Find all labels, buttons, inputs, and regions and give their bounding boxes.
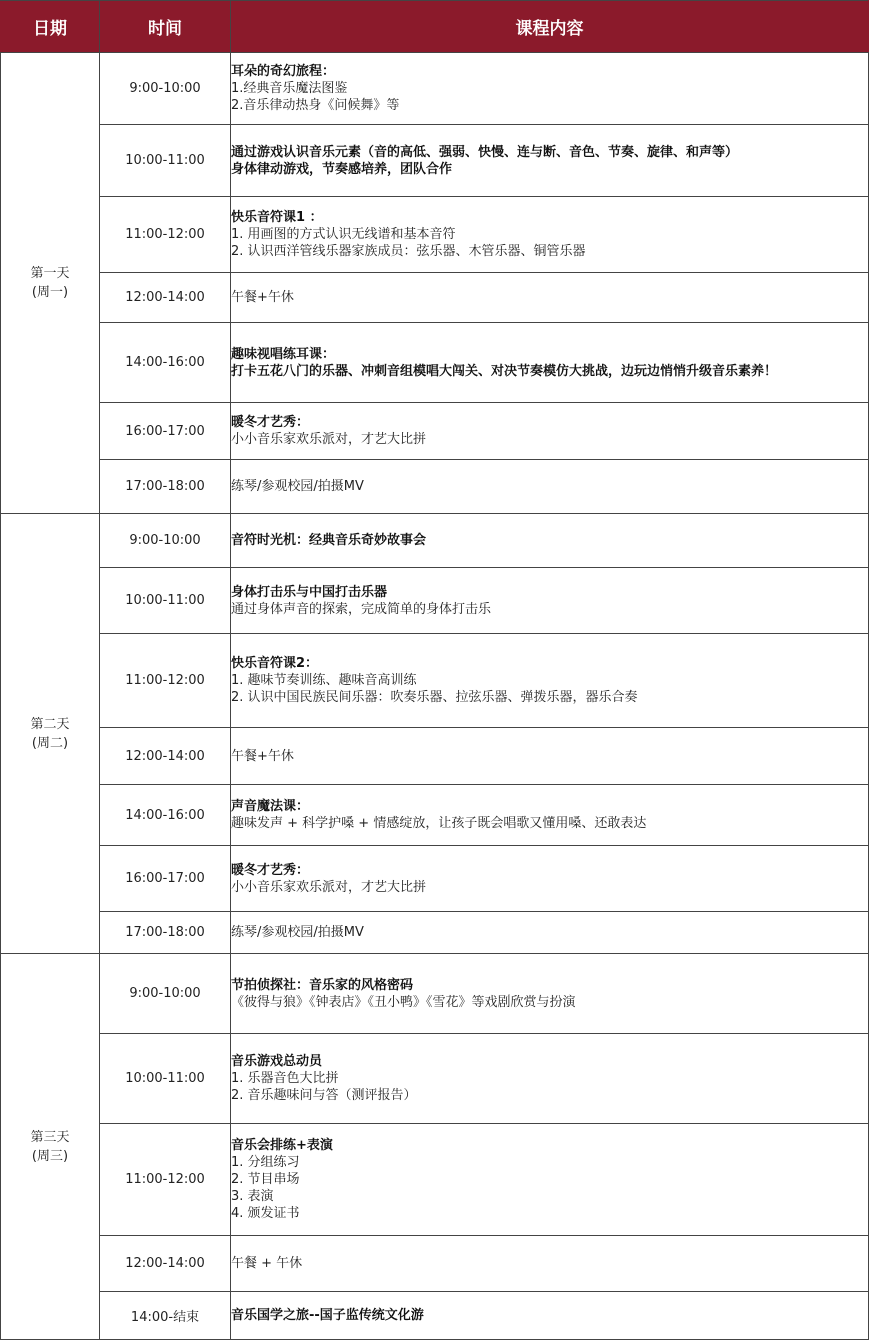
content-line: 暖冬才艺秀： (231, 415, 310, 430)
content-line: 音乐游戏总动员 (231, 1054, 323, 1069)
content-cell (231, 125, 869, 197)
table-row (1, 197, 869, 273)
content-cell (231, 1292, 869, 1340)
content-line: 暖冬才艺秀： (231, 862, 310, 878)
time-cell: 14:00-16:00 (100, 323, 231, 403)
day-cell (1, 514, 100, 954)
day-weekday: (周一) (31, 285, 69, 300)
content-cell (231, 912, 869, 954)
table-row (1, 846, 869, 912)
time-cell: 10:00-11:00 (100, 125, 231, 197)
content-cell (231, 53, 869, 125)
time-cell: 9:00-10:00 (100, 514, 231, 568)
content-line: 通过游戏认识音乐元素（音的高低、强弱、快慢、连与断、音色、节奏、旋律、和声等） (231, 144, 739, 160)
content-cell (231, 634, 869, 728)
time-cell: 9:00-10:00 (100, 954, 231, 1034)
content-line: 2. 节目串场 (231, 1172, 300, 1187)
content-line: 趣味发声 + 科学护嗓 + 情感绽放，让孩子既会唱歌又懂用嗓、还敢表达 (231, 816, 647, 831)
table-row (1, 125, 869, 197)
content-line: 身体打击乐与中国打击乐器 (231, 584, 388, 600)
day-label: 第二天 (30, 716, 70, 732)
time-cell: 9:00-10:00 (100, 53, 231, 125)
content-line: 2. 音乐趣味问与答（测评报告） (231, 1088, 417, 1103)
content-line: 1. 趣味节奏训练、趣味音高训练 (231, 673, 417, 688)
table-row (1, 634, 869, 728)
content-cell (231, 1124, 869, 1236)
time-cell: 10:00-11:00 (100, 568, 231, 634)
table-row (1, 1236, 869, 1292)
content-cell (231, 460, 869, 514)
time-cell: 17:00-18:00 (100, 912, 231, 954)
time-cell: 14:00-16:00 (100, 785, 231, 846)
content-line: 午餐+午休 (231, 748, 294, 764)
time-cell: 11:00-12:00 (100, 1124, 231, 1236)
day-label: 第一天 (30, 266, 70, 281)
time-cell: 11:00-12:00 (100, 634, 231, 728)
content-cell (231, 323, 869, 403)
content-line: 身体律动游戏，节奏感培养，团队合作 (231, 161, 453, 177)
content-line: 小小音乐家欢乐派对，才艺大比拼 (231, 432, 427, 447)
content-cell (231, 568, 869, 634)
content-line: 节拍侦探社：音乐家的风格密码 (231, 977, 414, 993)
table-row (1, 53, 869, 125)
content-line: 耳朵的奇幻旅程： (231, 64, 336, 79)
header-row (1, 1, 869, 53)
table-row (1, 514, 869, 568)
content-line: 2.音乐律动热身《问候舞》等 (231, 98, 400, 113)
day-cell (1, 954, 100, 1340)
table-row (1, 568, 869, 634)
content-cell (231, 1236, 869, 1292)
time-cell: 10:00-11:00 (100, 1034, 231, 1124)
content-line: 4. 颁发证书 (231, 1206, 300, 1221)
content-cell (231, 514, 869, 568)
content-line: 练琴/参观校园/拍摄MV (231, 925, 364, 940)
table-row (1, 323, 869, 403)
content-line: 2. 认识中国民族民间乐器：吹奏乐器、拉弦乐器、弹拨乐器，器乐合奏 (231, 690, 638, 705)
content-line: 快乐音符课2： (231, 656, 319, 671)
day-weekday: (周三) (31, 1148, 69, 1164)
time-cell: 12:00-14:00 (100, 273, 231, 323)
content-line: 午餐+午休 (231, 290, 294, 305)
content-line: 趣味视唱练耳课： (231, 346, 336, 362)
content-cell (231, 954, 869, 1034)
content-line: 打卡五花八门的乐器、冲刺音组模唱大闯关、对决节奏模仿大挑战，边玩边悄悄升级音乐素养！ (231, 363, 778, 379)
content-cell (231, 846, 869, 912)
content-line: 《彼得与狼》《钟表店》《丑小鸭》《雪花》等戏剧欣赏与扮演 (231, 994, 576, 1010)
content-cell (231, 785, 869, 846)
schedule-body (1, 53, 869, 1340)
content-line: 3. 表演 (231, 1189, 274, 1204)
table-row (1, 1292, 869, 1340)
content-line: 小小音乐家欢乐派对，才艺大比拼 (231, 879, 427, 895)
table-row (1, 954, 869, 1034)
content-line: 1. 分组练习 (231, 1155, 300, 1170)
content-cell (231, 403, 869, 460)
table-row (1, 273, 869, 323)
content-line: 练琴/参观校园/拍摄MV (231, 479, 364, 494)
time-cell: 17:00-18:00 (100, 460, 231, 514)
header-content: 课程内容 (231, 1, 869, 53)
content-line: 通过身体声音的探索，完成简单的身体打击乐 (231, 601, 492, 617)
day-weekday: (周二) (31, 735, 69, 751)
content-line: 音符时光机：经典音乐奇妙故事会 (231, 533, 427, 548)
time-cell: 14:00-结束 (100, 1292, 231, 1340)
table-row (1, 728, 869, 785)
content-cell (231, 728, 869, 785)
table-row (1, 460, 869, 514)
content-line: 音乐会排练+表演 (231, 1138, 333, 1153)
content-cell (231, 273, 869, 323)
day-cell (1, 53, 100, 514)
content-cell (231, 1034, 869, 1124)
header-time: 时间 (100, 1, 231, 53)
content-line: 1.经典音乐魔法图鉴 (231, 81, 348, 96)
day-label: 第三天 (30, 1129, 70, 1145)
table-row (1, 912, 869, 954)
content-cell (231, 197, 869, 273)
content-line: 1. 乐器音色大比拼 (231, 1071, 339, 1086)
content-line: 音乐国学之旅--国子监传统文化游 (231, 1308, 424, 1323)
time-cell: 16:00-17:00 (100, 846, 231, 912)
time-cell: 12:00-14:00 (100, 728, 231, 785)
time-cell: 16:00-17:00 (100, 403, 231, 460)
content-line: 午餐 + 午休 (231, 1256, 303, 1271)
table-row (1, 1034, 869, 1124)
content-line: 2. 认识西洋管线乐器家族成员：弦乐器、木管乐器、铜管乐器 (231, 244, 586, 259)
table-row (1, 403, 869, 460)
content-line: 声音魔法课： (231, 799, 310, 814)
time-cell: 12:00-14:00 (100, 1236, 231, 1292)
header-date: 日期 (1, 1, 100, 53)
table-row (1, 785, 869, 846)
content-line: 快乐音符课1 ： (231, 210, 323, 225)
table-row (1, 1124, 869, 1236)
content-line: 1. 用画图的方式认识无线谱和基本音符 (231, 227, 456, 242)
time-cell: 11:00-12:00 (100, 197, 231, 273)
